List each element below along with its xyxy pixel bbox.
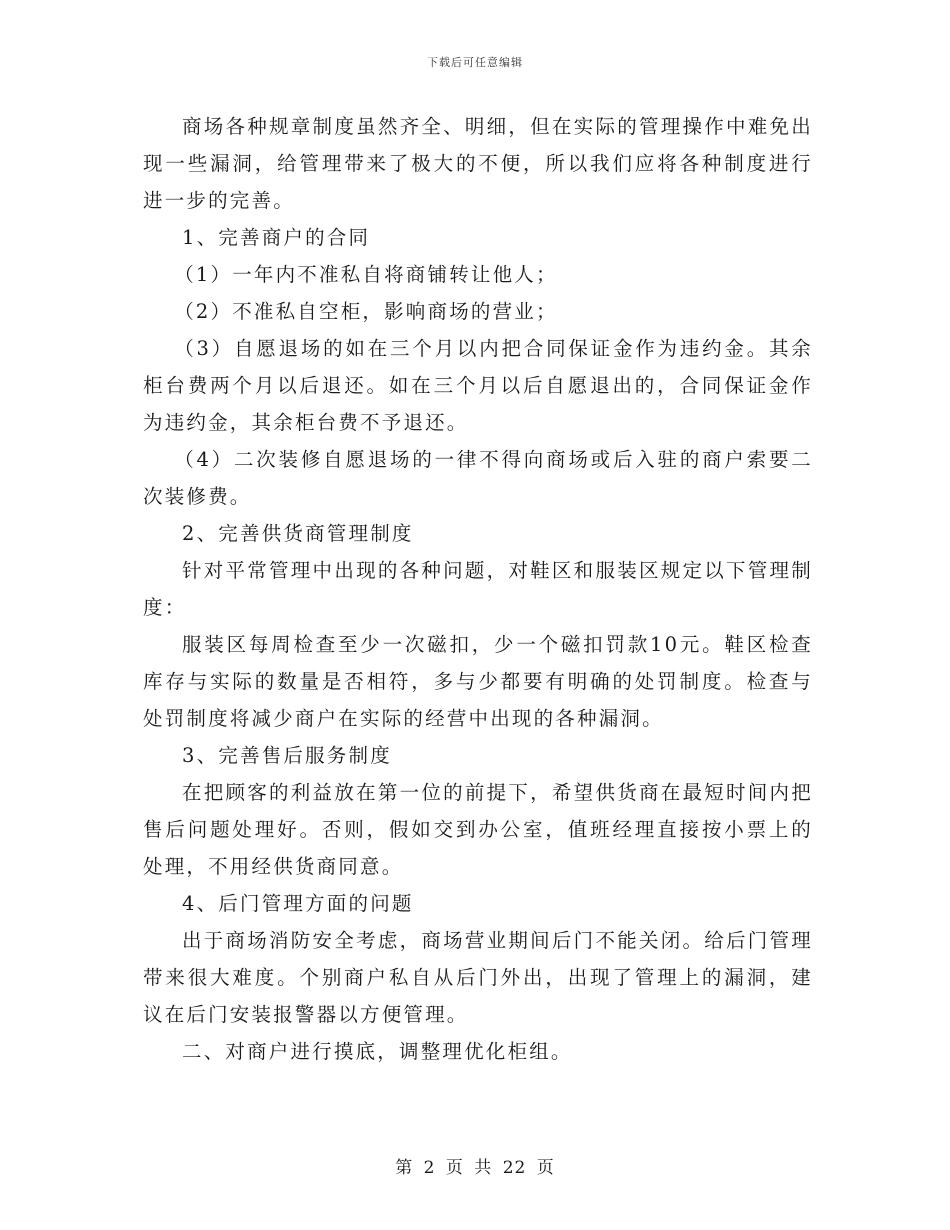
list-item-contract-4: （4）二次装修自愿退场的一律不得向商场或后入驻的商户索要二次装修费。	[143, 448, 813, 508]
section-heading-contract: 1、完善商户的合同	[182, 226, 371, 249]
section-heading-supplier: 2、完善供货商管理制度	[182, 522, 414, 545]
section-heading-merchants: 二、对商户进行摸底，调整理优化柜组。	[182, 1040, 573, 1063]
page-header: 下载后可任意编辑	[427, 56, 523, 69]
page-number: 第 2 页 共 22 页	[395, 1158, 555, 1178]
paragraph-aftersales: 在把顾客的利益放在第一位的前提下，希望供货商在最短时间内把售后问题处理好。否则，假如交到办公室，值班经理直接按小票上的处理，不用经供货商同意。	[143, 781, 813, 878]
list-item-contract-1: （1）一年内不准私自将商铺转让他人；	[174, 263, 558, 286]
paragraph-backdoor: 出于商场消防安全考虑，商场营业期间后门不能关闭。给后门管理带来很大难度。个别商户私自从后门外出，出现了管理上的漏洞，建议在后门安装报警器以方便管理。	[143, 929, 813, 1026]
paragraph-supplier-intro: 针对平常管理中出现的各种问题，对鞋区和服装区规定以下管理制度：	[143, 559, 813, 619]
section-heading-aftersales: 3、完善售后服务制度	[182, 744, 392, 767]
list-item-contract-2: （2）不准私自空柜，影响商场的营业；	[174, 300, 558, 323]
section-heading-backdoor: 4、后门管理方面的问题	[182, 892, 414, 915]
paragraph-intro: 商场各种规章制度虽然齐全、明细，但在实际的管理操作中难免出现一些漏洞，给管理带来了极大的不便，所以我们应将各种制度进行进一步的完善。	[143, 115, 813, 212]
document-body	[143, 108, 813, 1070]
paragraph-supplier-rules: 服装区每周检查至少一次磁扣，少一个磁扣罚款10元。鞋区检查库存与实际的数量是否相符，多与少都要有明确的处罚制度。检查与处罚制度将减少商户在实际的经营中出现的各种漏洞。	[143, 633, 813, 730]
list-item-contract-3: （3）自愿退场的如在三个月以内把合同保证金作为违约金。其余柜台费两个月以后退还。如在三个月以后自愿退出的，合同保证金作为违约金，其余柜台费不予退还。	[143, 337, 813, 434]
